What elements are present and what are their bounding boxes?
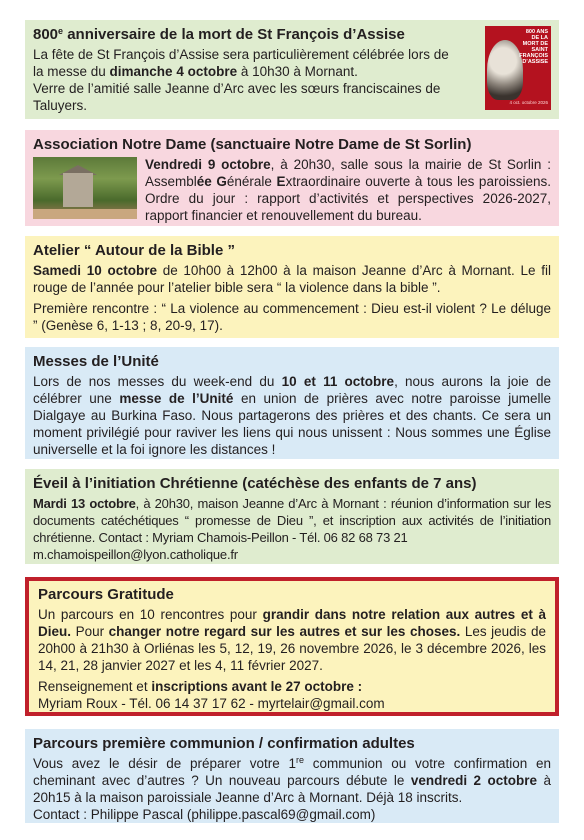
garden-path: [33, 209, 137, 219]
poster-caption: 800 ANS DE LA MORT DE SAINT FRANÇOIS D’ASSISE: [519, 29, 548, 65]
section-text: Un parcours en 10 rencontres pour grandir dans notre relation aux autres et à Dieu. Pour changer notre regard sur les autres et sur les choses. Les jeudis de 20h00 à 21h30 à Orliénas les 5, 12, 19, 26 novembre 2026, le 3 décembre 2026, les 14, 21, 28 janvier 2027 et les 4, 11 février 2027.: [38, 607, 547, 673]
section-parcours-gratitude: [25, 577, 559, 716]
section-premiere-communion: [25, 729, 559, 823]
section-title: Parcours première communion / confirmation adultes: [33, 735, 415, 752]
saint-francois-poster-image: [485, 26, 551, 110]
poster-date: 4 oct. octobre 2026: [509, 100, 548, 105]
section-text-first-meeting: Première rencontre : “ La violence au commencement : Dieu est-il violent ? Le déluge ” (Genèse 6, 1-13 ; 8, 20-9, 17).: [33, 301, 551, 333]
section-title: Atelier “ Autour de la Bible ”: [33, 242, 235, 259]
section-association-notre-dame: [25, 130, 559, 226]
section-title: Parcours Gratitude: [38, 586, 174, 603]
section-text: Vendredi 9 octobre, à 20h30, salle sous la mairie de St Sorlin : Assemblée Générale Extraordinaire ouverte à tous les paroissiens. Ordre du jour : rapport d’activités et perspectives 2026-2027, rapport financier et renouvellement du bureau.: [145, 157, 551, 223]
contact-line: Contact : Philippe Pascal (philippe.pascal69@gmail.com): [33, 807, 376, 822]
section-title: Association Notre Dame (sanctuaire Notre Dame de St Sorlin): [33, 136, 472, 153]
section-title: 800e anniversaire de la mort de St François d’Assise: [33, 26, 405, 43]
section-saint-francois: [25, 20, 559, 119]
chapel-building: [63, 173, 93, 207]
section-text: Mardi 13 octobre, à 20h30, maison Jeanne d’Arc à Mornant : réunion d’information sur les documents catéchétiques “ promesse de Dieu ”, et inscription aux activités de l’initiation chrétienne. Contact : Myriam Chamois-Peillon - Tél. 06 82 68 73 21: [33, 496, 551, 545]
section-eveil-initiation: [25, 469, 559, 564]
section-text: Samedi 10 octobre de 10h00 à 12h00 à la maison Jeanne d’Arc à Mornant. Le fil rouge de l’année pour l’atelier bible sera “ la violence dans la bible ”.: [33, 263, 552, 295]
sanctuary-photo: [33, 157, 137, 219]
contact-email: m.chamoispeillon@lyon.catholique.fr: [33, 547, 238, 562]
section-text: Vous avez le désir de préparer votre 1re communion ou votre confirmation en cheminant avec d’autres ? Un nouveau parcours débute le vendredi 2 octobre à 20h15 à la maison paroissiale Jeanne d’Arc à Mornant. Déjà 18 inscrits.: [33, 755, 551, 805]
section-title: Éveil à l’initiation Chrétienne (catéchèse des enfants de 7 ans): [33, 475, 477, 492]
section-title: Messes de l’Unité: [33, 353, 159, 370]
section-text: Lors de nos messes du week-end du 10 et 11 octobre, nous aurons la joie de célébrer une messe de l’Unité en union de prières avec notre paroisse jumelle Dialgaye au Burkina Faso. Nous partagerons des prières et des chants. Ce sera un moment privilégié pour raviver les liens qui nous unissent : Nous sommes une Église universelle et la foi ignore les distances !: [33, 374, 551, 457]
section-messes-unite: [25, 347, 559, 459]
section-text: La fête de St François d’Assise sera particulièrement célébrée lors de la messe du dimanche 4 octobre à 10h30 à Mornant. Verre de l’amitié salle Jeanne d’Arc avec les sœurs franciscaines de Taluyers.: [33, 47, 449, 113]
registration-text: Renseignement et inscriptions avant le 27 octobre :: [38, 679, 363, 694]
section-atelier-bible: [25, 236, 559, 338]
contact-line: Myriam Roux - Tél. 06 14 37 17 62 - myrtelair@gmail.com: [38, 696, 385, 711]
